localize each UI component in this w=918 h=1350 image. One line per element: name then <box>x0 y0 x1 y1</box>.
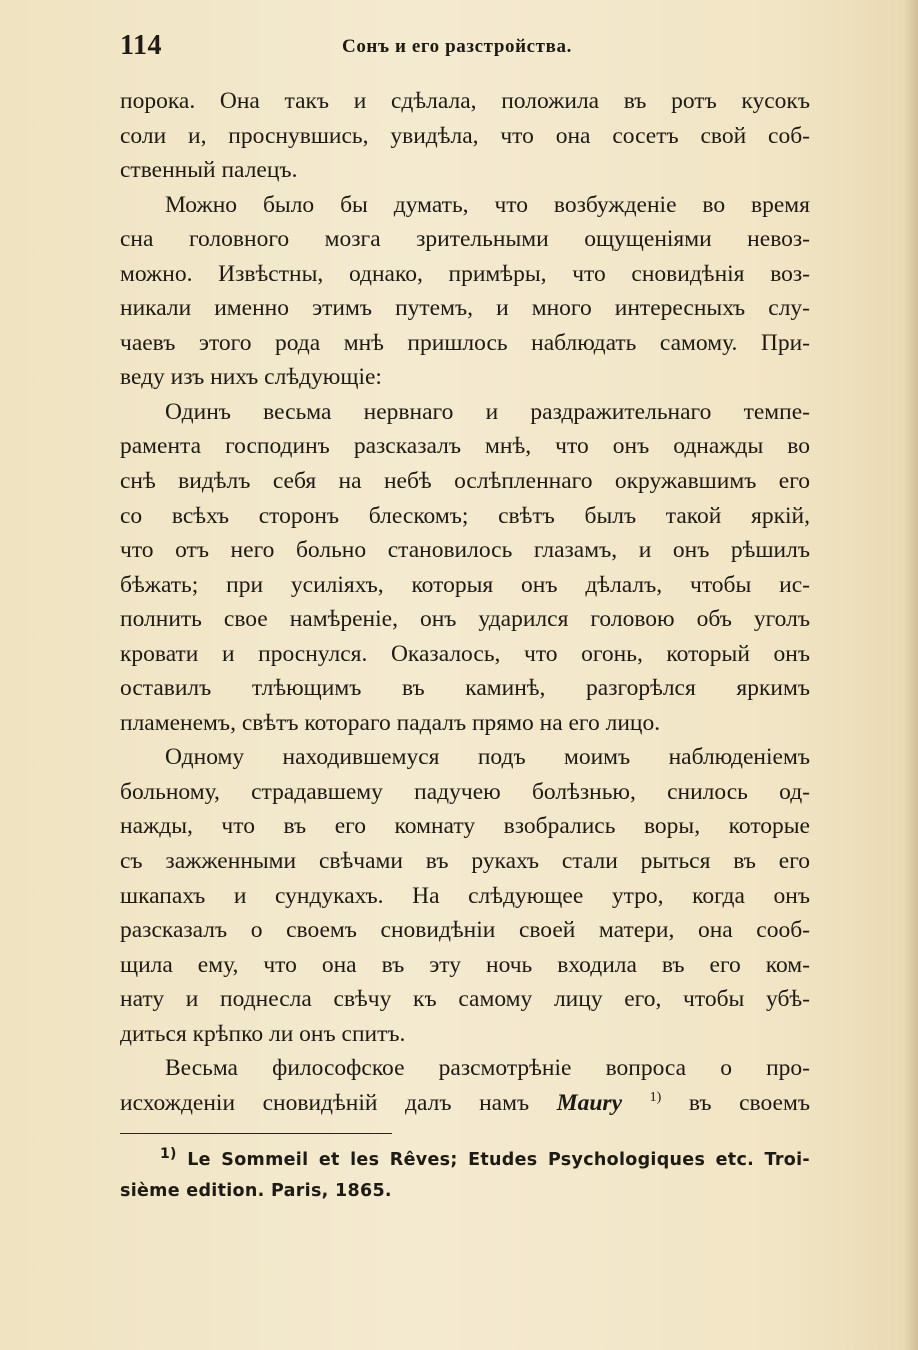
text-line: никали именно этимъ путемъ, и много интересныхъ слу- <box>120 295 810 322</box>
text-line: соли и, проснувшись, увидѣла, что она сосетъ свой соб- <box>120 122 810 149</box>
footnote-marker: 1) <box>160 1146 177 1163</box>
body-text <box>120 84 810 1120</box>
text-line: Весьма философское разсмотрѣніе вопроса о про- <box>165 1055 810 1082</box>
text-line: Одному находившемуся подъ моимъ наблюденіемъ <box>165 744 810 771</box>
text-line: чаевъ этого рода мнѣ пришлось наблюдать самому. При- <box>120 329 810 356</box>
text-line: веду изъ нихъ слѣдующіе: <box>120 364 382 391</box>
text-line: пламенемъ, свѣтъ котораго падалъ прямо на его лицо. <box>120 709 661 736</box>
text-line: рамента господинъ разсказалъ мнѣ, что онъ однажды во <box>120 433 810 460</box>
text-line: разсказалъ о своемъ сновидѣніи своей матери, она сооб- <box>120 917 810 944</box>
footnote <box>120 1145 810 1207</box>
text-line: Можно было бы думать, что возбужденіе во время <box>165 191 810 218</box>
text-line: кровати и проснулся. Оказалось, что огонь, который онъ <box>120 640 810 667</box>
text-line: сна головного мозга зрительными ощущеніями невоз- <box>120 226 810 253</box>
footnote-text: Le Sommeil et les Rêves; Etudes Psychologiques etc. Troi- <box>187 1150 810 1170</box>
footnote-divider <box>120 1133 392 1134</box>
text-line: съ зажженными свѣчами въ рукахъ стали рыться въ его <box>120 848 810 875</box>
text-line: со всѣхъ сторонъ блескомъ; свѣтъ былъ такой яркій, <box>120 502 810 529</box>
text-line: нажды, что въ его комнату взобрались воры, которые <box>120 813 810 840</box>
footnote-line <box>120 1145 810 1176</box>
text-line: можно. Извѣстны, однако, примѣры, что сновидѣнія воз- <box>120 260 810 287</box>
text-line: Одинъ весьма нервнаго и раздражительнаго темпе- <box>165 398 810 425</box>
footnote-reference: 1) <box>649 1090 662 1106</box>
text-line: диться крѣпко ли онъ спитъ. <box>120 1020 406 1047</box>
text-fragment: въ своемъ <box>688 1089 810 1116</box>
text-line: нату и поднесла свѣчу къ самому лицу его, чтобы убѣ- <box>120 986 810 1013</box>
text-line: ственный палецъ. <box>120 157 298 184</box>
text-line-with-citation <box>120 1086 810 1121</box>
text-line: оставилъ тлѣющимъ въ каминѣ, разгорѣлся яркимъ <box>120 675 810 702</box>
text-line: полнить свое намѣреніе, онъ ударился головою объ уголъ <box>120 606 810 633</box>
footnote-line: sième edition. Paris, 1865. <box>120 1181 392 1201</box>
text-line: бѣжать; при усиліяхъ, которыя онъ дѣлалъ, чтобы ис- <box>120 571 810 598</box>
text-line: больному, страдавшему падучею болѣзнью, снилось од- <box>120 778 810 805</box>
text-line: щила ему, что она въ эту ночь входила въ его ком- <box>120 951 810 978</box>
text-line: снѣ видѣлъ себя на небѣ ослѣпленнаго окружавшимъ его <box>120 468 810 495</box>
page-number: 114 <box>120 30 162 61</box>
page-header <box>120 30 810 70</box>
running-head: Сонъ и его разстройства. <box>342 36 572 57</box>
text-line: порока. Она такъ и сдѣлала, положила въ ротъ кусокъ <box>120 88 810 114</box>
text-line: шкапахъ и сундукахъ. На слѣдующее утро, когда онъ <box>120 882 810 909</box>
author-name: Maury <box>556 1089 623 1116</box>
page-edge-shadow <box>904 0 918 1350</box>
text-line: что отъ него больно становилось глазамъ, и онъ рѣшилъ <box>120 537 810 564</box>
text-fragment: исхожденіи сновидѣній далъ намъ <box>120 1089 530 1116</box>
